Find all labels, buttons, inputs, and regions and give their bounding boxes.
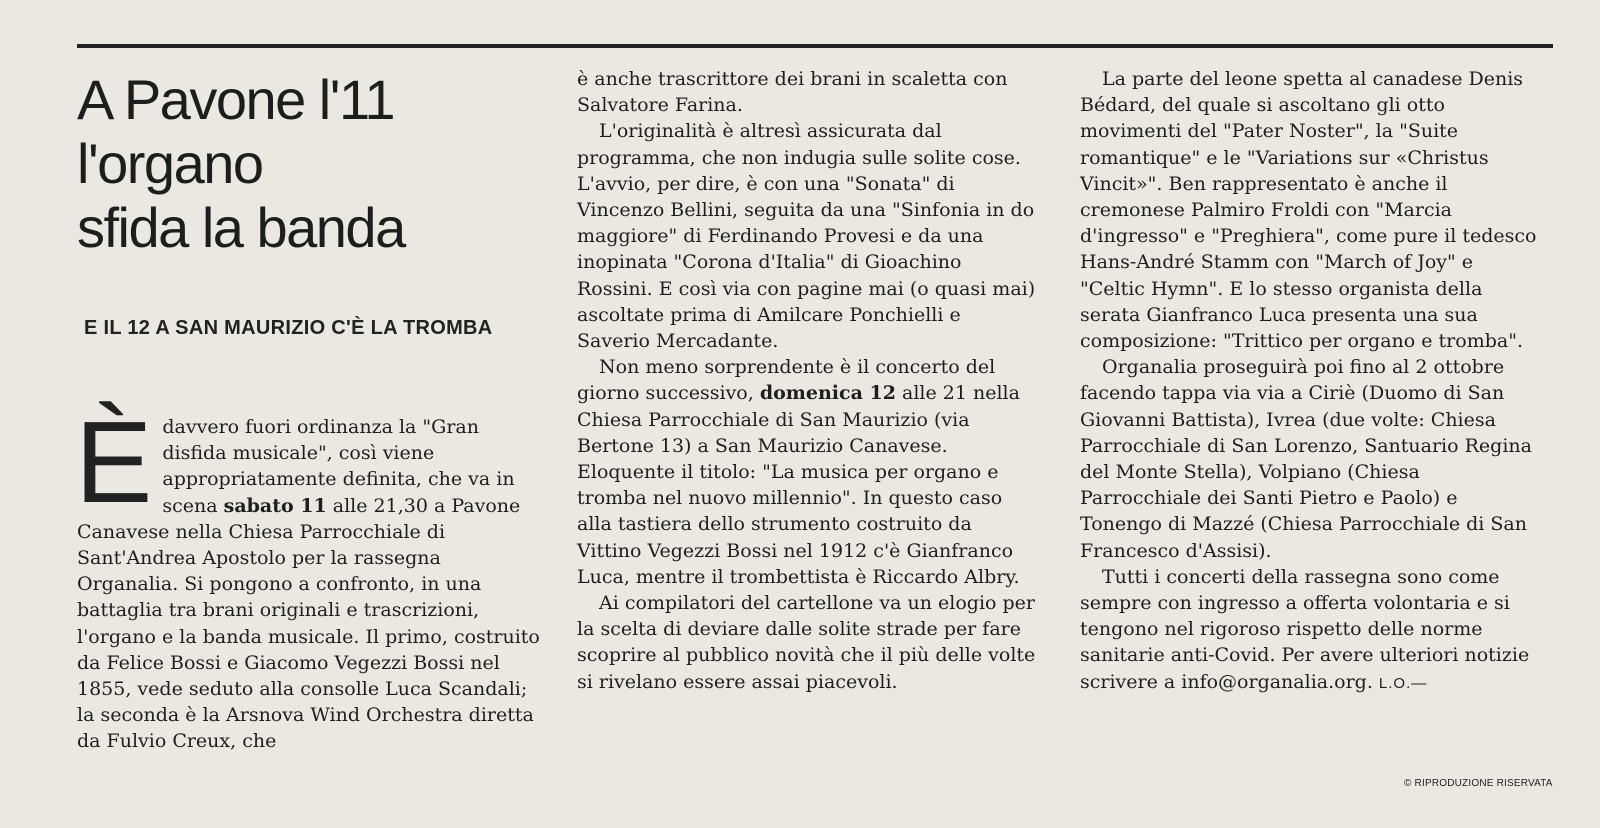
paragraph-5: Ai compilatori del cartellone va un elogio per la scelta di deviare dalle solite strade per fare scoprire al pubblico novità che il più delle volte si rivelano essere assai piacevoli. <box>577 592 1036 693</box>
paragraph-3: L'originalità è altresì assicurata dal programma, che non indugia sulle solite cose. L'avvio, per dire, è con una "Sonata" di Vincenzo Bellini, seguita da una "Sinfonia in do maggiore" di Ferdinando Provesi e da una inopinata "Corona d'Italia" di Gioachino Rossini. E così via con pagine mai (o quasi mai) ascoltate prima di Amilcare Ponchielli e Saverio Mercadante. <box>577 120 1036 353</box>
paragraph-6: La parte del leone spetta al canadese Denis Bédard, del quale si ascoltano gli otto movimenti del "Pater Noster", la "Suite romantique" e le "Variations sur «Christus Vincit»". Ben rappresentato è anche il cremonese Palmiro Froldi con "Marcia d'ingresso" e "Preghiera", come pure il tedesco Hans-André Stamm con "March of Joy" e "Celtic Hymn". E lo stesso organista della serata Gianfranco Luca presenta una sua composizione: "Trittico per organo e tromba". <box>1080 68 1537 353</box>
paragraph-4-rest: alle 21 nella Chiesa Parrocchiale di San Maurizio (via Bertone 13) a San Maurizio Canavese. Eloquente il titolo: "La musica per organo e tromba nel nuovo millennio". In questo caso alla tastiera dello strumento costruito da Vittino Vegezzi Bossi nel 1912 c'è Gianfranco Luca, mentre il trombettista è Riccardo Albry. <box>577 382 1020 588</box>
drop-cap: È <box>75 397 153 527</box>
top-rule <box>77 44 1553 48</box>
paragraph-8 <box>1080 564 1542 697</box>
paragraph-2: è anche trascrittore dei brani in scaletta con Salvatore Farina. <box>577 68 1008 117</box>
paragraph-7: Organalia proseguirà poi fino al 2 ottobre facendo tappa via via a Ciriè (Duomo di San Giovanni Battista), Ivrea (due volte: Chiesa Parrocchiale di San Lorenzo, Santuario Regina del Monte Stella), Volpiano (Chiesa Parrocchiale dei Santi Pietro e Paolo) e Tonengo di Mazzé (Chiesa Parrocchiale di San Francesco d'Assisi). <box>1080 356 1532 562</box>
subtitle: E IL 12 A SAN MAURIZIO C'È LA TROMBA <box>84 317 493 339</box>
column-1 <box>75 397 547 755</box>
column-2 <box>577 66 1037 695</box>
copyright-notice: © RIPRODUZIONE RISERVATA <box>1404 778 1553 789</box>
headline-line-2: l'organo <box>77 132 263 195</box>
paragraph-4-date: domenica 12 <box>759 382 896 405</box>
author-signature: L.O.— <box>1378 674 1428 692</box>
paragraph-1-date: sabato 11 <box>223 494 327 517</box>
paragraph-4 <box>577 354 1037 590</box>
headline <box>77 68 557 260</box>
headline-line-3: sfida la banda <box>77 196 405 259</box>
column-3 <box>1080 66 1542 697</box>
paragraph-4-lead: Non meno sorprendente è il concerto del giorno successivo, <box>577 356 996 405</box>
paragraph-8-text: Tutti i concerti della rassegna sono come sempre con ingresso a offerta volontaria e si tengono nel rigoroso rispetto delle norme sanitarie anti-Covid. Per avere ulteriori notizie scrivere a info@organalia.org. <box>1080 565 1530 693</box>
paragraph-1-lead: davvero fuori ordinanza la "Gran disfida musicale", così viene appropriatamente definita, che va in scena <box>162 416 515 517</box>
headline-line-1: A Pavone l'11 <box>77 68 395 131</box>
paragraph-1-rest: alle 21,30 a Pavone Canavese nella Chiesa Parrocchiale di Sant'Andrea Apostolo per la rassegna Organalia. Si pongono a confronto, in una battaglia tra brani originali e trascrizioni, l'organo e la banda musicale. Il primo, costruito da Felice Bossi e Giacomo Vegezzi Bossi nel 1855, vede seduto alla consolle Luca Scandali; la seconda è la Arsnova Wind Orchestra diretta da Fulvio Creux, che <box>77 494 540 753</box>
paragraph-1 <box>75 397 547 755</box>
